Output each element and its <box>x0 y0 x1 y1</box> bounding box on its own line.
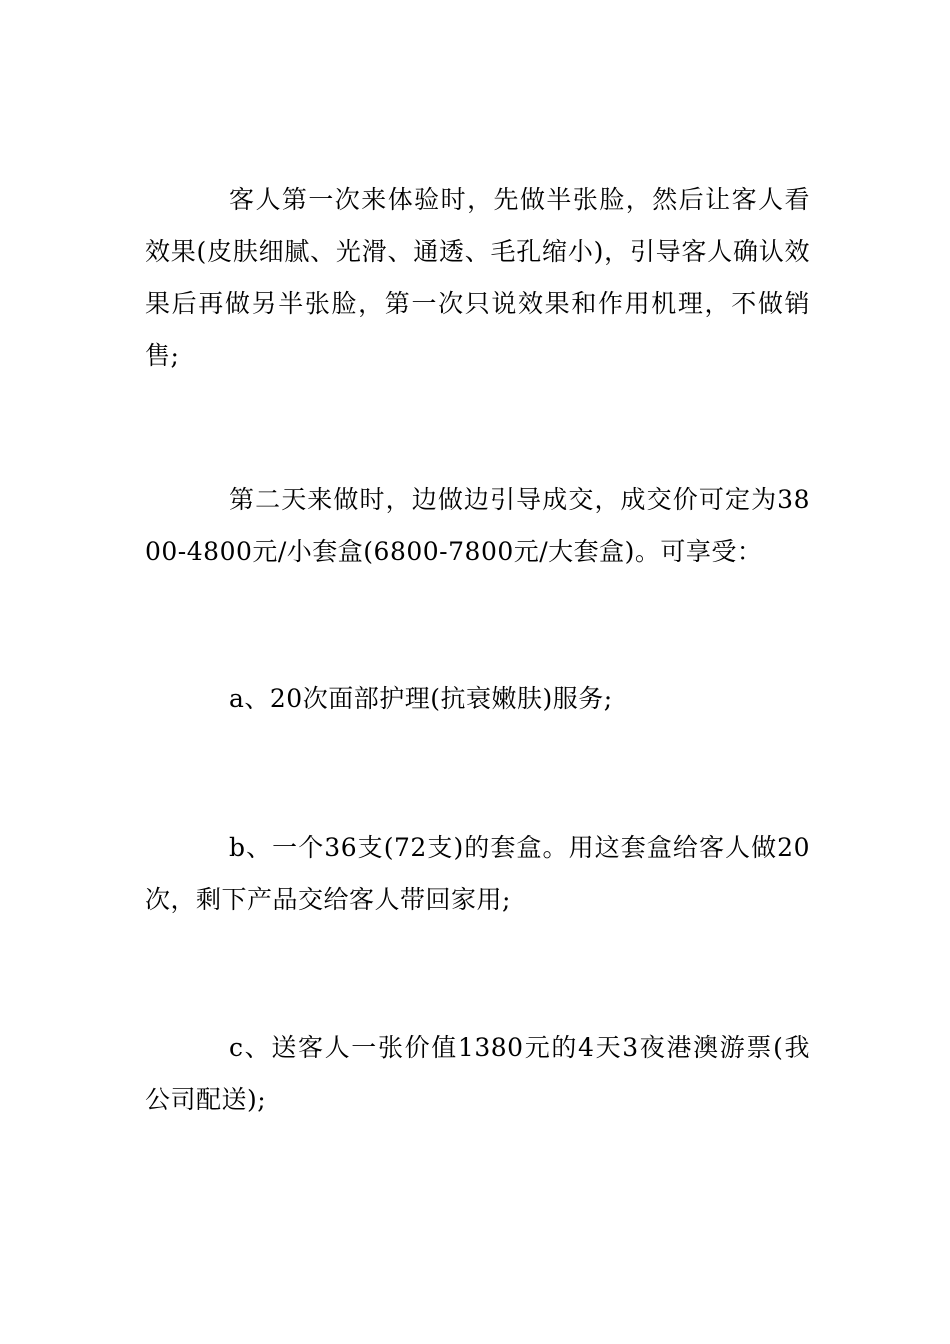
paragraph-second-day: 第二天来做时，边做边引导成交，成交价可定为3800-4800元/小套盒(6800-7800元/大套盒)。可享受： <box>145 485 810 566</box>
list-item-b: b、一个36支(72支)的套盒。用这套盒给客人做20次，剩下产品交给客人带回家用; <box>145 833 810 914</box>
list-item-a: a、20次面部护理(抗衰嫩肤)服务; <box>229 684 613 713</box>
paragraph-first-visit: 客人第一次来体验时，先做半张脸，然后让客人看效果(皮肤细腻、光滑、通透、毛孔缩小)，引导客人确认效果后再做另半张脸，第一次只说效果和作用机理，不做销售; <box>145 185 810 370</box>
list-item-c: c、送客人一张价值1380元的4天3夜港澳游票(我公司配送); <box>145 1033 810 1114</box>
